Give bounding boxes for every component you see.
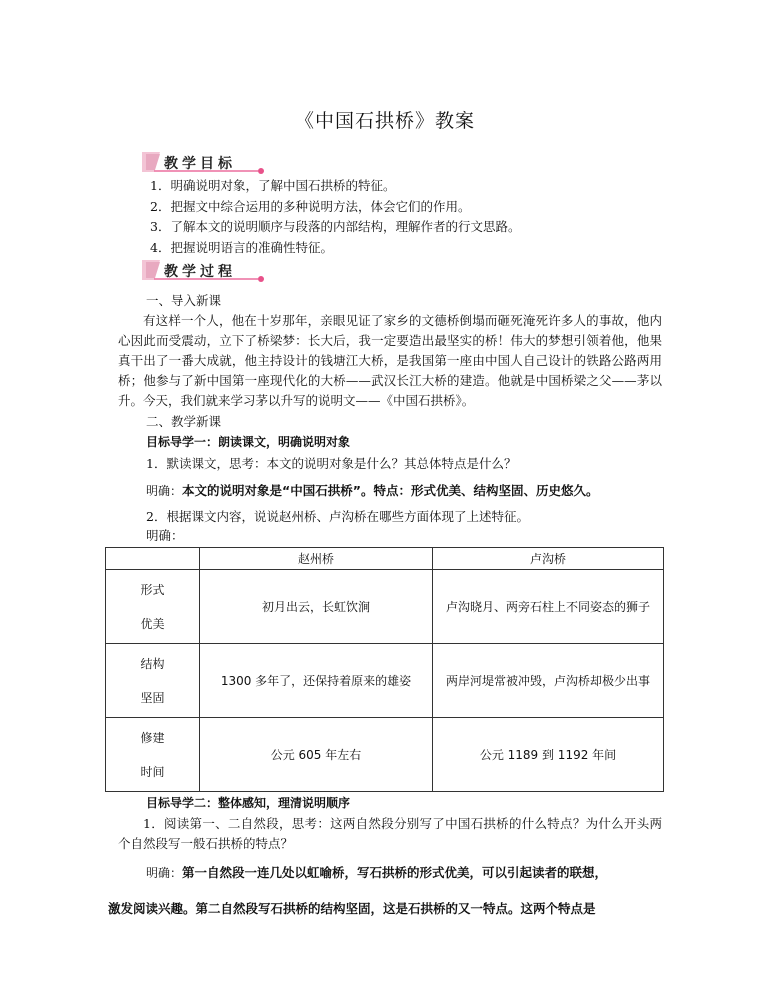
goal2-answer (118, 862, 662, 884)
objective-item: 4．把握说明语言的准确性特征。 (150, 239, 333, 255)
row-label-bottom: 时间 (140, 764, 165, 779)
answer-text-line1: 第一自然段一连几处以虹喻桥，写石拱桥的形式优美，可以引起读者的联想， (182, 865, 608, 880)
table-cell-lugou: 两岸河堤常被冲毁，卢沟桥却极少出事 (433, 644, 664, 718)
row-label-top: 形式 (140, 582, 165, 597)
table-cell-zhaozhou: 公元 605 年左右 (200, 718, 433, 792)
table-cell-lugou: 公元 1189 到 1192 年间 (433, 718, 664, 792)
goal1-heading: 目标导学一：朗读课文，明确说明对象 (146, 435, 351, 449)
answer-1 (118, 480, 662, 502)
table-row (106, 570, 664, 644)
intro-paragraph: 有这样一个人，他在十岁那年，亲眼见证了家乡的文德桥倒塌而砸死淹死许多人的事故，他内心因此而受震动，立下了桥梁梦：长大后，我一定要造出最坚实的桥！伟大的梦想引领着他，他果真干出了一番大成就，他主持设计的钱塘江大桥，是我国第一座由中国人自己设计的铁路公路两用桥；他参与了新中国第一座现代化的大桥——武汉长江大桥的建造。他就是中国桥梁之父——茅以升。今天，我们就来学习茅以升写的说明文——《中国石拱桥》。 (118, 313, 662, 408)
table-header-cell: 卢沟桥 (433, 548, 664, 570)
row-label (106, 570, 200, 644)
intro-section (118, 290, 662, 544)
objectives-list (150, 176, 670, 258)
table-header-row (106, 548, 664, 570)
goal2-heading: 目标导学二：整体感知，理清说明顺序 (146, 796, 351, 810)
table-cell-zhaozhou: 初月出云，长虹饮涧 (200, 570, 433, 644)
row-label-top: 修建 (140, 730, 165, 745)
answer-label: 明确： (146, 484, 183, 498)
table-header-cell (106, 548, 200, 570)
question-1: 1．默读课文，思考：本文的说明对象是什么？其总体特点是什么？ (146, 456, 517, 471)
goal2-question: 1．阅读第一、二自然段，思考：这两自然段分别写了中国石拱桥的什么特点？为什么开头两个自然段写一般石拱桥的特点？ (118, 816, 662, 851)
table-cell-lugou: 卢沟晓月、两旁石柱上不同姿态的狮子 (433, 570, 664, 644)
table-row (106, 644, 664, 718)
objective-item: 2．把握文中综合运用的多种说明方法，体会它们的作用。 (150, 198, 471, 214)
comparison-table (105, 547, 664, 792)
new-lesson-heading: 二、教学新课 (146, 414, 222, 429)
section-banner-process (140, 258, 280, 284)
answer-text: 本文的说明对象是“中国石拱桥”。特点：形式优美、结构坚固、历史悠久。 (182, 483, 599, 498)
question-2: 2．根据课文内容，说说赵州桥、卢沟桥在哪些方面体现了上述特征。 (146, 509, 529, 524)
row-label-top: 结构 (140, 656, 165, 671)
goal2-section (108, 793, 662, 920)
intro-heading: 一、导入新课 (146, 293, 222, 308)
answer-label: 明确： (146, 866, 183, 880)
row-label (106, 644, 200, 718)
table-row (106, 718, 664, 792)
answer-2-label: 明确： (146, 528, 184, 543)
objective-item: 3．了解本文的说明顺序与段落的内部结构，理解作者的行文思路。 (150, 219, 521, 234)
table-cell-zhaozhou: 1300 多年了，还保持着原来的雄姿 (200, 644, 433, 718)
row-label-bottom: 坚固 (140, 690, 165, 705)
table-header-cell: 赵州桥 (200, 548, 433, 570)
objective-item: 1．明确说明对象，了解中国石拱桥的特征。 (150, 178, 396, 193)
row-label-bottom: 优美 (140, 616, 165, 631)
section-banner-goals (140, 150, 280, 176)
answer-text-line2: 激发阅读兴趣。第二自然段写石拱桥的结构坚固，这是石拱桥的又一特点。这两个特点是 (108, 901, 596, 916)
section-banner-goals-label: 教学目标 (164, 156, 236, 172)
row-label (106, 718, 200, 792)
section-banner-process-label: 教学过程 (164, 264, 236, 280)
page-title: 《中国石拱桥》教案 (294, 110, 475, 132)
